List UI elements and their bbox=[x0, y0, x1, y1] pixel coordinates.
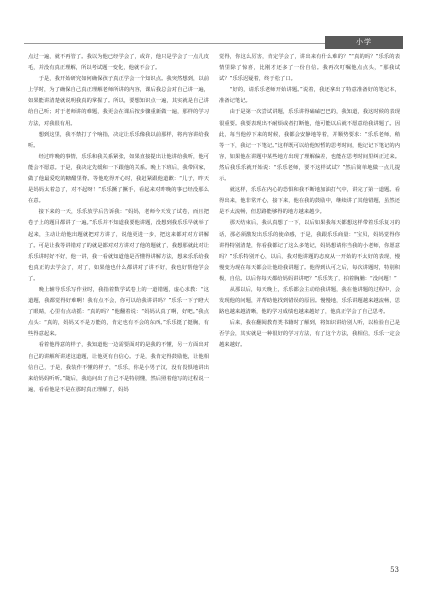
paragraph: 从那以后，每天晚上，乐乐都会主动给我讲题，我在他讲题的过程中，会发现他的问题，并帮助他找到错误的原因。慢慢地，乐乐讲题越来越流畅，思路也越来越清晰，他的学习成绩也越来越好了，他真正学会了自己思考。 bbox=[219, 286, 400, 316]
paragraph: 看着他得意的样子，我知道他一边需要面对的是我的不懂，另一方面出对自己的讲解所讲述这道题，让他更有自信心。于是，我肯定得鼓励他，让他相信自己，于是，我装作不懂的样子，“乐乐，你是小男子汉，没有畏惧地讲出来给妈妈听听。”随后，我追问出了自己不是特别懂，然后照着他写的过程说一遍，看看他是不是在那时真正理解了，妈妈 bbox=[28, 342, 209, 393]
article-body bbox=[28, 52, 400, 568]
paragraph: 接下来的一天，乐乐放学后告诉我：“妈妈，老师今天发了试卷，而且把卷子上的题目都讲了一遍。”乐乐并不知道我要他讲题，没想到我乐乐早就举了起来，主动让给他出题就把对方讲了，说他更进一步，把这来都对对方讲解了。可是让我等讲错对了的就是都对对方讲对了他的题就了，我想那就此对让乐乐讲时好不好，他一讲，我一看就知道他是否懂得讲解方法，想来乐乐给我也真正的去学会了，对了，如果他也什么都讲对了讲不好，我也好帮他学会了。 bbox=[28, 209, 209, 282]
paragraph: “好的，请乐乐老师开始讲题。”说着，我还拿出了特意准备好的笔记本，准备记笔记。 bbox=[219, 87, 400, 105]
paragraph: 那天结束后，我认真想了一下，以后如果我每天都想这样带着乐乐复习的话，那必须激发出乐乐的使命感，于是，我跟乐乐商量：“宝贝，妈妈觉得你讲得特别清楚，你看我都记了这么多笔记，妈妈想请你当我的小老师，你愿意吗？”乐乐特别开心，以后，我对他讲题的态度从一开始的不太好的表现，慢慢变为现在每天都会让他给我讲题了。他得到认可之后，每次讲题时，特别积极，自信。以后你每天都给妈妈讲讲吧？”乐乐笑了，拍着胸脯：“没问题！” bbox=[219, 220, 400, 282]
paragraph: 想到这里，我不禁打了个响指，决定让乐乐像我以前那样，将内容讲给我听。 bbox=[28, 131, 209, 149]
paragraph: 觉得，你这么厉害，肯定学会了，讲出来有什么难的？”“真的吗？”乐乐的表情里除了惊喜，比刚才还多了一份自信。我再次叮嘱他点点头，“那我试试？”乐乐迟疑着，终于松了口。 bbox=[219, 54, 400, 83]
paragraph: 经过昨晚的事情，乐乐和我关系紧张，如果直接提出让他讲给我听，他可能会不愿意。于是，我决定先缓和一下跟他的关系。晚上下班后，我带回家，做了他最爱吃的糖醋里脊。等他吃得开心时，我赶紧跟他道歉：“儿子，昨天是妈妈太着急了，对不起呀！”乐乐撅了撅手，看起来对昨晚的事已经没那么在意。 bbox=[28, 153, 209, 205]
paragraph: 晚上辅导乐乐写作业时，我指着数学试卷上的一道错题，虚心求教：“这道题，我都觉得好难啊！我有点不会，你可以给我讲讲吗？”乐乐一下子瞪大了眼睛，心里有点动摇：“真的吗？”他翻着说：“妈妈认真了啊，好吧。”我点点头：“真的，妈妈又不是万能的，肯定也有不会的东西。”乐乐挺了挺胸，有些得意起来。 bbox=[28, 286, 209, 338]
section-label: 小学 bbox=[325, 36, 403, 49]
page-number: 53 bbox=[390, 566, 399, 574]
paragraph: 于是，我开始研究如何确保孩子真正学会一个知识点。我突然想到，以前上学时，为了确保自己真正理解老师所讲的内容，课后我总会对自己讲一遍，如果能讲清楚就说明我真的掌握了。所以，要想知识点一遍，其实就是自己讲给自己听；对于老师讲的难题，我更会在课后按步骤重新做一遍，那样的学习方法，对我很有用。 bbox=[28, 76, 209, 127]
right-column bbox=[219, 52, 400, 568]
paragraph: 点过一遍，就不再管了。我以为他已经学会了，或许，他只是学会了一点儿皮毛，并没有真正理解，所以考试题一变化，他就不会了。 bbox=[28, 54, 209, 72]
left-column bbox=[28, 52, 209, 568]
paragraph: 后来，我在翻阅教育类书籍时了解到，将知识讲给别人听，以检验自己是否学会，其实就是一种很好的学习方法，有了这个方法，我相信，乐乐一定会越来越好。 bbox=[219, 320, 400, 349]
paragraph: 由于是第一次尝试讲题，乐乐讲得磕磕巴巴的，我知道，我这时候的表现很重要。我要表现出不耐烦或者打断他，他可能以后就不愿意给我讲题了。因此，每当他停下来的时候，我都会安静地等着，并顺势要求：“乐乐老师，稍等一下，我记一下笔记。”这样既可以给他短暂的思考时间，他记记下笔记的内容，如果他在讲题中某些地方出现了理解偏差，也能在思考时间里纠正过来。然后我乐乐就开始说：“乐乐老师，要不这样试试？”然后简单地做一点儿提示。 bbox=[219, 109, 400, 183]
paragraph: 就这样，乐乐在内心的恐惧和我不断地加油打气中，讲完了第一道题。看得出来，他非常开心，接下来，他在我的鼓励中，继续讲了其他错题，虽然还是不太流畅，但思路能够得的地方越来越少。 bbox=[219, 187, 400, 216]
